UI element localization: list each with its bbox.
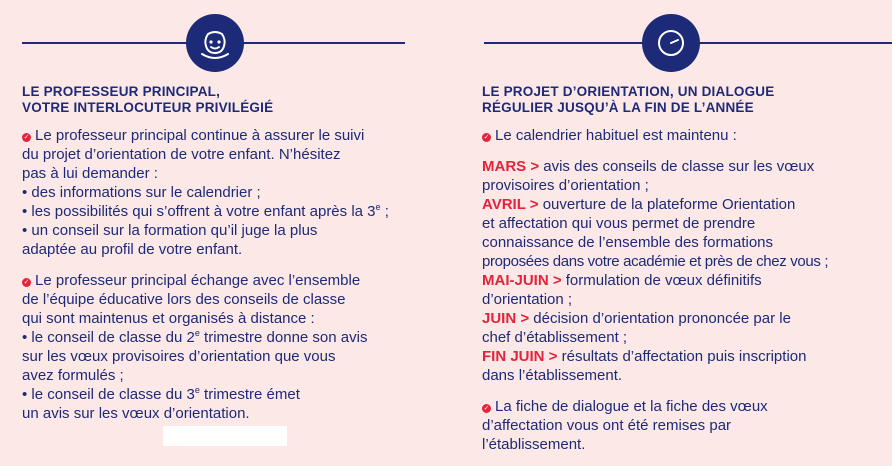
text-line: qui sont maintenus et organisés à distance : [22,310,315,327]
right-column [474,0,892,466]
calendar-mai-juin [482,271,892,290]
list-item [22,385,440,404]
text-line: chef d’établissement ; [482,329,628,346]
white-tab [163,426,287,446]
bullet-check-icon: ✓ [23,279,30,286]
text-line: décision d’orientation prononcée par le [529,310,791,327]
text-line: provisoires d’orientation ; [482,177,649,194]
text-line: pas à lui demander : [22,165,158,182]
text-line: connaissance de l’ensemble des formations [482,234,773,251]
text-line: un avis sur les vœux d’orientation. [22,405,250,422]
text-line: dans l’établissement. [482,367,623,384]
bullet-check-icon: ✓ [483,405,490,412]
left-title-line2: VOTRE INTERLOCUTEUR PRIVILÉGIÉ [22,100,274,115]
left-paragraph-2 [22,271,440,423]
bullet-check-icon: ✓ [23,134,30,141]
right-closing [482,397,892,454]
calendar-keyword: MARS > [482,158,540,175]
list-item [22,202,440,221]
calendar-keyword: FIN JUIN > [482,348,558,365]
text-line: trimestre donne son avis [199,329,368,346]
smiling-face-icon [186,14,244,72]
right-intro [482,126,892,145]
left-column [0,0,440,435]
calendar-list [482,157,892,385]
text-line: ouverture de la plateforme Orientation [538,196,796,213]
calendar-mars [482,157,892,176]
superscript: e [375,202,381,212]
text-line: • le conseil de classe du 3 [22,386,195,403]
right-header [474,0,892,78]
text-line: ; [380,203,389,220]
superscript: e [194,328,200,338]
text-line: et affectation qui vous permet de prendre [482,215,756,232]
left-title-line1: LE PROFESSEUR PRINCIPAL, [22,84,221,99]
clock-icon [642,14,700,72]
text-line: d’affectation vous ont été remises par [482,417,732,434]
text-line: avis des conseils de classe sur les vœux [539,158,815,175]
left-paragraph-1 [22,126,440,259]
text-line: Le calendrier habituel est maintenu : [495,127,737,144]
calendar-keyword: JUIN > [482,310,530,327]
text-line: d’orientation ; [482,291,573,308]
calendar-keyword: AVRIL > [482,196,539,213]
right-title-line2: RÉGULIER JUSQU’À LA FIN DE L’ANNÉE [482,100,754,115]
text-line: Le professeur principal échange avec l’ensemble [35,272,361,289]
text-line: résultats d’affectation puis inscription [557,348,807,365]
text-line: adaptée au profil de votre enfant. [22,241,243,258]
calendar-fin-juin [482,347,892,366]
calendar-keyword: MAI-JUIN > [482,272,562,289]
text-line: Le professeur principal continue à assurer le suivi [35,127,365,144]
calendar-juin [482,309,892,328]
text-line: • les possibilités qui s’offrent à votre enfant après la 3 [22,203,376,220]
text-line: formulation de vœux définitifs [561,272,762,289]
text-line: l’établissement. [482,436,586,453]
calendar-avril [482,195,892,214]
text-line: avez formulés ; [22,367,124,384]
text-line: du projet d’orientation de votre enfant. N’hésitez [22,146,341,163]
text-line: • le conseil de classe du 2 [22,329,195,346]
text-line: de l’équipe éducative lors des conseils de classe [22,291,346,308]
bullet-check-icon: ✓ [483,134,490,141]
left-title [22,84,440,116]
right-title [482,84,892,116]
text-line: trimestre émet [199,386,300,403]
left-header [0,0,440,78]
list-item [22,328,440,347]
text-line: La fiche de dialogue et la fiche des vœux [495,398,768,415]
list-item: • des informations sur le calendrier ; [22,184,261,201]
right-title-line1: LE PROJET D’ORIENTATION, UN DIALOGUE [482,84,775,99]
text-line: proposées dans votre académie et près de chez vous ; [482,253,829,270]
text-line: sur les vœux provisoires d’orientation que vous [22,348,336,365]
superscript: e [194,385,200,395]
list-item: • un conseil sur la formation qu’il juge la plus [22,222,318,239]
